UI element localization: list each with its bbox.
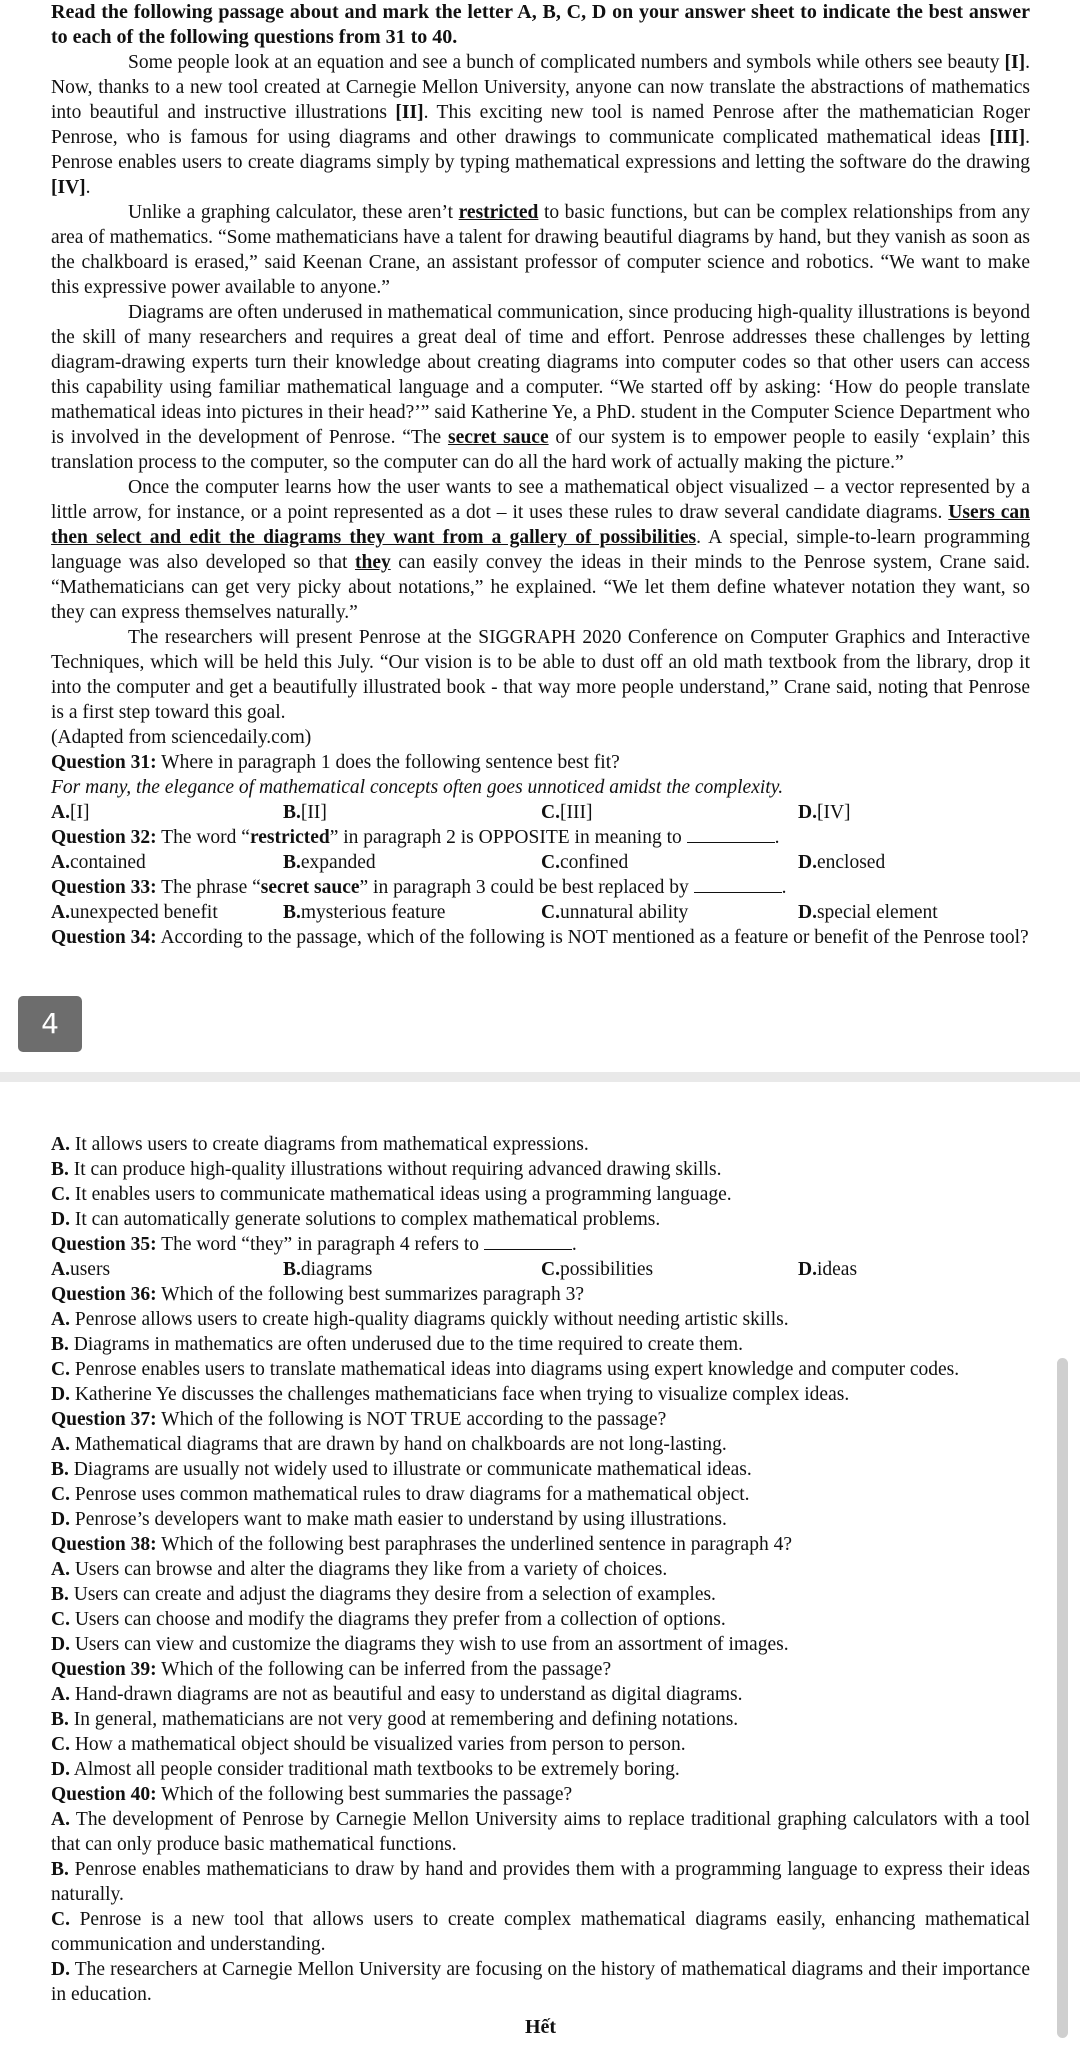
question-text: The word “they” in paragraph 4 refers to (156, 1234, 484, 1255)
option-a: A.unexpected benefit (51, 902, 218, 923)
paragraph-2 (51, 200, 1030, 300)
option-a: A. Hand-drawn diagrams are not as beautiful and easy to understand as digital diagrams. (51, 1684, 743, 1705)
option-d: D.enclosed (798, 852, 886, 873)
question-text: Which of the following is NOT TRUE according to the passage? (156, 1409, 667, 1430)
underlined-word: they (354, 552, 391, 573)
question-label: Question 34: (51, 927, 157, 948)
question-label: Question 38: (51, 1534, 157, 1555)
question-label: Question 39: (51, 1659, 157, 1680)
question-36 (51, 1282, 1030, 1407)
option-b: B.mysterious feature (283, 902, 446, 923)
option-d: D. Almost all people consider traditional math textbooks to be extremely boring. (51, 1759, 680, 1780)
paragraph-5: The researchers will present Penrose at the SIGGRAPH 2020 Conference on Computer Graphics and Interactive Techniques, which will be held this July. “Our vision is to be able to dust off an old math textbook from the library, drop it into the computer and get a beautifully illustrated book - that way more people understand,” Crane said, noting that Penrose is a first step toward this goal. (51, 627, 1030, 723)
question-33: Question 33: The phrase “secret sauce” in paragraph 3 could be best replaced by . A.unexpected benefit B.mysterious feature C.unnatural ability D.special element (51, 875, 1030, 925)
options (51, 900, 1030, 925)
document-body-top (0, 0, 1080, 950)
question-label: Question 32: (51, 827, 157, 848)
option-c: C.possibilities (541, 1259, 654, 1280)
page-separator (0, 1072, 1080, 1082)
marker-2: [II] (395, 102, 424, 123)
question-label: Question 37: (51, 1409, 157, 1430)
source-note: (Adapted from sciencedaily.com) (51, 727, 312, 748)
marker-4: [IV] (51, 177, 86, 198)
option-c: C. Penrose uses common mathematical rules to draw diagrams for a mathematical object. (51, 1484, 750, 1505)
option-c: C.confined (541, 852, 629, 873)
text: . This exciting new tool is named Penrose after the mathematician Roger Penrose, who is famous for using diagrams and other drawings to communicate complicated mathematical ideas (51, 102, 1030, 148)
option-c: C. Penrose enables users to translate mathematical ideas into diagrams using expert knowledge and computer codes. (51, 1359, 960, 1380)
text: Some people look at an equation and see a bunch of complicated numbers and symbols while others see beauty (128, 52, 1005, 73)
option-d: D.[IV] (798, 802, 851, 823)
question-text: Which of the following best paraphrases the underlined sentence in paragraph 4? (156, 1534, 792, 1555)
question-37 (51, 1407, 1030, 1532)
question-text: Which of the following best summaries the passage? (156, 1784, 573, 1805)
marker-3: [III] (989, 127, 1026, 148)
underlined-word: restricted (458, 202, 539, 223)
text: . (85, 177, 91, 198)
question-text: Where in paragraph 1 does the following sentence best fit? (156, 752, 620, 773)
answer-blank (694, 876, 782, 893)
text: to basic functions, but can be complex relationships from any area of mathematics. “Some mathematicians have a talent for drawing beautiful diagrams by hand, but they vanish as soon as the chalkboard is erased,” said Keenan Crane, an assistant professor of computer science and robotics. “We want to make this expressive power available to anyone.” (51, 202, 1030, 298)
text: . Now, thanks to a new tool created at Carnegie Mellon University, anyone can now translate the abstractions of mathematics into beautiful and instructive illustrations (51, 52, 1030, 123)
question-label: Question 36: (51, 1284, 157, 1305)
option-c: C.unnatural ability (541, 902, 689, 923)
option-b: B. It can produce high-quality illustrations without requiring advanced drawing skills. (51, 1159, 722, 1180)
option-a: A.[I] (51, 802, 90, 823)
document-body-bottom (0, 1082, 1080, 2040)
option-d: D. It can automatically generate solutions to complex mathematical problems. (51, 1209, 661, 1230)
question-39 (51, 1657, 1030, 1782)
option-c: C. Penrose is a new tool that allows users to create complex mathematical diagrams easily, enhancing mathematical communication and understanding. (51, 1909, 1030, 1955)
option-b: B. In general, mathematicians are not very good at remembering and defining notations. (51, 1709, 739, 1730)
option-a: A. The development of Penrose by Carnegie Mellon University aims to replace traditional graphing calculators with a tool that can only produce basic mathematical functions. (51, 1809, 1030, 1855)
option-d: D.ideas (798, 1259, 858, 1280)
question-32: Question 32: The word “restricted” in paragraph 2 is OPPOSITE in meaning to . A.contained B.expanded C.confined D.enclosed (51, 825, 1030, 875)
option-c: C. It enables users to communicate mathematical ideas using a programming language. (51, 1184, 732, 1205)
option-d: D. The researchers at Carnegie Mellon University are focusing on the history of mathematical diagrams and their importance in education. (51, 1959, 1030, 2005)
scrollbar[interactable] (1057, 1358, 1068, 2038)
question-text: Which of the following can be inferred from the passage? (156, 1659, 612, 1680)
paragraph-3 (51, 300, 1030, 475)
question-text: Which of the following best summarizes paragraph 3? (156, 1284, 585, 1305)
option-c: C. Users can choose and modify the diagrams they prefer from a collection of options. (51, 1609, 726, 1630)
question-label: Question 33: (51, 877, 157, 898)
question-label: Question 40: (51, 1784, 157, 1805)
instructions: Read the following passage about and mark the letter A, B, C, D on your answer sheet to indicate the best answer to each of the following questions from 31 to 40. (51, 1, 1030, 48)
option-c: C.[III] (541, 802, 593, 823)
option-a: A. Mathematical diagrams that are drawn by hand on chalkboards are not long-lasting. (51, 1434, 727, 1455)
options (51, 1257, 1030, 1282)
sentence-to-insert: For many, the elegance of mathematical concepts often goes unnoticed amidst the complexity. (51, 777, 784, 798)
question-38 (51, 1532, 1030, 1657)
option-b: B. Diagrams are usually not widely used to illustrate or communicate mathematical ideas. (51, 1459, 752, 1480)
marker-1: [I] (1004, 52, 1026, 73)
options (51, 850, 1030, 875)
underlined-sentence: Users can then select and edit the diagrams they want from a gallery of possibilities (51, 502, 1030, 548)
question-40 (51, 1782, 1030, 2007)
question-31 (51, 750, 1030, 825)
option-b: B.[II] (283, 802, 327, 823)
text: Diagrams are often underused in mathematical communication, since producing high-quality illustrations is beyond the skill of many researchers and requires a great deal of time and effort. Penrose addresses these challenges by letting diagram-drawing experts turn their knowledge about creating diagrams into computer codes so that other users can access this capability using familiar mathematical language and a computer. “We started off by asking: ‘How do people translate mathematical ideas into pictures in their head?’” said Katherine Ye, a PhD. student in the Computer Science Department who is involved in the development of Penrose. “The (51, 302, 1030, 448)
end-marker: Hết (524, 2016, 557, 2038)
option-b: B. Diagrams in mathematics are often underused due to the time required to create them. (51, 1334, 744, 1355)
option-a: A.users (51, 1259, 111, 1280)
option-a: A.contained (51, 852, 146, 873)
paragraph-1 (51, 50, 1030, 200)
option-b: B.expanded (283, 852, 376, 873)
option-a: A. Users can browse and alter the diagrams they like from a variety of choices. (51, 1559, 668, 1580)
text: Unlike a graphing calculator, these aren’t (128, 202, 459, 223)
option-d: D. Penrose’s developers want to make math easier to understand by using illustrations. (51, 1509, 727, 1530)
option-d: D.special element (798, 902, 938, 923)
option-c: C. How a mathematical object should be visualized varies from person to person. (51, 1734, 686, 1755)
option-b: B. Penrose enables mathematicians to draw by hand and provides them with a programming language to express their ideas naturally. (51, 1859, 1030, 1905)
option-d: D. Users can view and customize the diagrams they wish to use from an assortment of images. (51, 1634, 789, 1655)
text: . Penrose enables users to create diagrams simply by typing mathematical expressions and letting the software do the drawing (51, 127, 1030, 173)
text: Once the computer learns how the user wants to see a mathematical object visualized – a vector represented by a little arrow, for instance, or a point represented as a dot – it uses these rules to draw several candidate diagrams. (51, 477, 1030, 523)
answer-blank (687, 826, 775, 843)
page-number-badge: 4 (18, 996, 82, 1052)
text: . A special, simple-to-learn programming language was also developed so that (51, 527, 1031, 573)
option-a: A. It allows users to create diagrams from mathematical expressions. (51, 1134, 589, 1155)
option-b: B. Users can create and adjust the diagrams they desire from a selection of examples. (51, 1584, 716, 1605)
underlined-phrase: secret sauce (447, 427, 549, 448)
option-d: D. Katherine Ye discusses the challenges mathematicians face when trying to visualize complex ideas. (51, 1384, 850, 1405)
text: of our system is to empower people to easily ‘explain’ this translation process to the computer, so the computer can do all the hard work of actually making the picture.” (51, 427, 1030, 473)
answer-blank (484, 1233, 572, 1250)
paragraph-4 (51, 475, 1030, 625)
question-34-stem (51, 925, 1030, 950)
page-5 (0, 1082, 1080, 2060)
question-label: Question 31: (51, 752, 157, 773)
option-b: B.diagrams (283, 1259, 373, 1280)
question-text: According to the passage, which of the following is NOT mentioned as a feature or benefit of the Penrose tool? (156, 927, 1029, 948)
text: can easily convey the ideas in their minds to the Penrose system, Crane said. “Mathematicians can get very picky about notations,” he explained. “We let them define whatever notation they want, so they can express themselves naturally.” (51, 552, 1030, 623)
option-a: A. Penrose allows users to create high-quality diagrams quickly without needing artistic skills. (51, 1309, 789, 1330)
options (51, 800, 1030, 825)
target-phrase: secret sauce (260, 877, 360, 898)
question-label: Question 35: (51, 1234, 157, 1255)
question-34-options (51, 1132, 1030, 1232)
target-word: restricted (249, 827, 330, 848)
question-35: Question 35: The word “they” in paragraph 4 refers to . A.users B.diagrams C.possibilities D.ideas (51, 1232, 1030, 1282)
